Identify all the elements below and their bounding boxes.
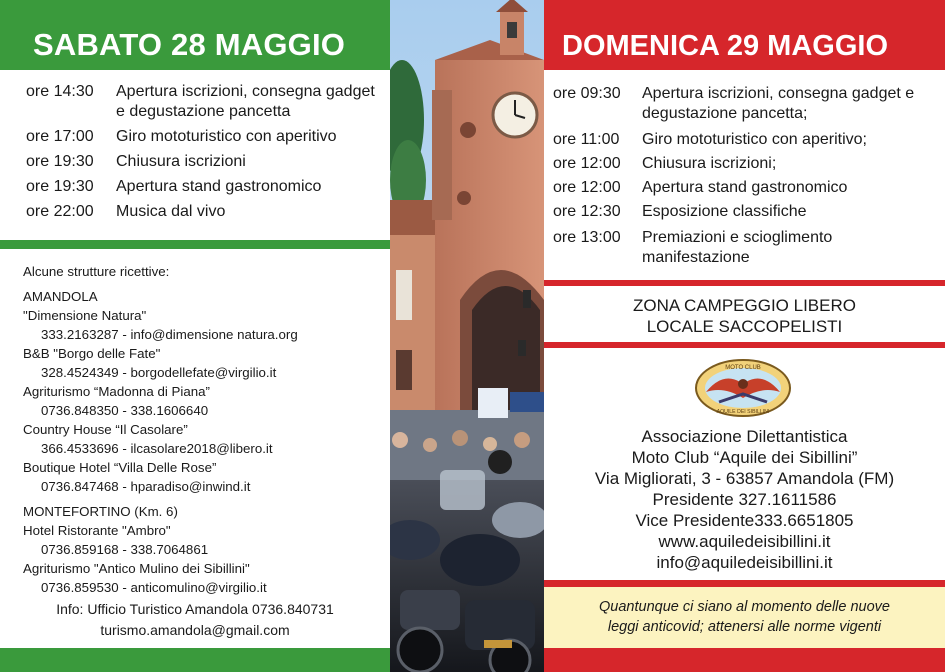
sunday-panel (544, 0, 945, 672)
schedule-row (553, 84, 938, 124)
tourist-info-phone: Info: Ufficio Turistico Amandola 0736.840731 (56, 601, 334, 617)
lodging-name: Boutique Hotel “Villa Delle Rose” (23, 460, 217, 475)
lodging-name: Country House “Il Casolare” (23, 422, 188, 437)
schedule-desc: Giro mototuristico con aperitivo; (642, 131, 867, 148)
schedule-desc: Giro mototuristico con aperitivo (116, 128, 337, 145)
lodging-name: Agriturismo "Antico Mulino dei Sibillini" (23, 561, 250, 576)
schedule-row (26, 152, 386, 172)
logo-top-text: MOTO CLUB (725, 365, 761, 371)
sunday-title: DOMENICA 29 MAGGIO (562, 30, 889, 62)
camping-info (544, 295, 945, 337)
notice-line: leggi anticovid; attenersi alle norme vigenti (607, 619, 882, 635)
lodging-name: "Dimensione Natura" (23, 308, 147, 323)
schedule-time: ore 13:00 (553, 229, 621, 246)
schedule-desc: Musica dal vivo (116, 203, 226, 220)
saturday-title: SABATO 28 MAGGIO (33, 27, 346, 62)
red-footer-bar (544, 648, 945, 672)
schedule-time: ore 14:30 (26, 83, 94, 100)
association-info (544, 426, 945, 573)
schedule-time: ore 17:00 (26, 128, 94, 145)
lodging-name: Hotel Ristorante "Ambro" (23, 523, 171, 538)
schedule-desc: Apertura iscrizioni, consegna gadget e degustazione pancetta; (642, 85, 915, 122)
schedule-desc: Chiusura iscrizioni; (642, 155, 777, 172)
lodging-contact: 0736.859530 - anticomulino@virgilio.it (41, 580, 267, 595)
schedule-desc: Chiusura iscrizioni (116, 153, 246, 170)
schedule-desc: Apertura stand gastronomico (642, 179, 848, 196)
lodging-contact: 0736.848350 - 338.1606640 (41, 403, 209, 418)
lodging-contact: 0736.847468 - hparadiso@inwind.it (41, 479, 251, 494)
schedule-time: ore 19:30 (26, 178, 94, 195)
saturday-schedule (26, 82, 386, 227)
lodging-list (23, 262, 383, 597)
association-type: Associazione Dilettantistica (641, 427, 848, 446)
lodging-contact: 333.2163287 - info@dimensione natura.org (41, 327, 298, 342)
covid-notice-text (544, 597, 945, 637)
club-name: Moto Club “Aquile dei Sibillini” (631, 448, 858, 467)
schedule-row (26, 202, 386, 222)
schedule-row (553, 130, 938, 150)
club-address: Via Migliorati, 3 - 63857 Amandola (FM) (594, 469, 895, 488)
camping-line: ZONA CAMPEGGIO LIBERO (633, 296, 856, 315)
lodging-heading: Alcune strutture ricettive: (23, 264, 170, 279)
red-divider (544, 280, 945, 286)
schedule-time: ore 19:30 (26, 153, 94, 170)
schedule-desc: Apertura iscrizioni, consegna gadget e degustazione pancetta (116, 83, 375, 120)
camping-line: LOCALE SACCOPELISTI (646, 317, 843, 336)
schedule-time: ore 11:00 (553, 131, 620, 148)
red-divider (544, 580, 945, 587)
tourist-info (0, 599, 390, 641)
sunday-header (544, 0, 945, 70)
town-name: AMANDOLA (23, 289, 98, 304)
schedule-time: ore 12:30 (553, 203, 621, 220)
lodging-contact: 0736.859168 - 338.7064861 (41, 542, 209, 557)
moto-club-logo (694, 358, 792, 418)
schedule-time: ore 22:00 (26, 203, 94, 220)
schedule-time: ore 12:00 (553, 179, 621, 196)
schedule-time: ore 09:30 (553, 85, 621, 102)
lodging-contact: 328.4524349 - borgodellefate@virgilio.it (41, 365, 277, 380)
lodging-contact: 366.4533696 - ilcasolare2018@libero.it (41, 441, 273, 456)
covid-notice (544, 587, 945, 648)
schedule-row (26, 127, 386, 147)
vice-president-phone: Vice Presidente333.6651805 (635, 511, 854, 530)
logo-bottom-text: AQUILE DEI SIBILLINI (716, 409, 770, 415)
notice-line: Quantunque ci siano al momento delle nuove (599, 599, 890, 615)
schedule-desc: Apertura stand gastronomico (116, 178, 322, 195)
schedule-row (26, 177, 386, 197)
sunday-schedule (553, 84, 938, 272)
club-email: info@aquiledeisibillini.it (656, 553, 833, 572)
schedule-row (26, 82, 386, 122)
schedule-time: ore 12:00 (553, 155, 621, 172)
town-name: MONTEFORTINO (Km. 6) (23, 504, 178, 519)
red-divider (544, 342, 945, 348)
club-website: www.aquiledeisibillini.it (658, 532, 831, 551)
schedule-row (553, 228, 938, 268)
clock-tower-photo (390, 0, 544, 672)
schedule-desc: Premiazioni e scioglimento manifestazione (642, 229, 833, 266)
tourist-info-email: turismo.amandola@gmail.com (100, 622, 290, 638)
schedule-row (553, 178, 938, 198)
saturday-panel (0, 0, 390, 672)
saturday-header (0, 0, 390, 70)
lodging-name: B&B "Borgo delle Fate" (23, 346, 161, 361)
green-footer-bar (0, 648, 390, 672)
president-phone: Presidente 327.1611586 (652, 490, 837, 509)
green-divider (0, 240, 390, 249)
schedule-row (553, 154, 938, 174)
lodging-name: Agriturismo “Madonna di Piana” (23, 384, 210, 399)
schedule-desc: Esposizione classifiche (642, 203, 807, 220)
schedule-row (553, 202, 938, 222)
